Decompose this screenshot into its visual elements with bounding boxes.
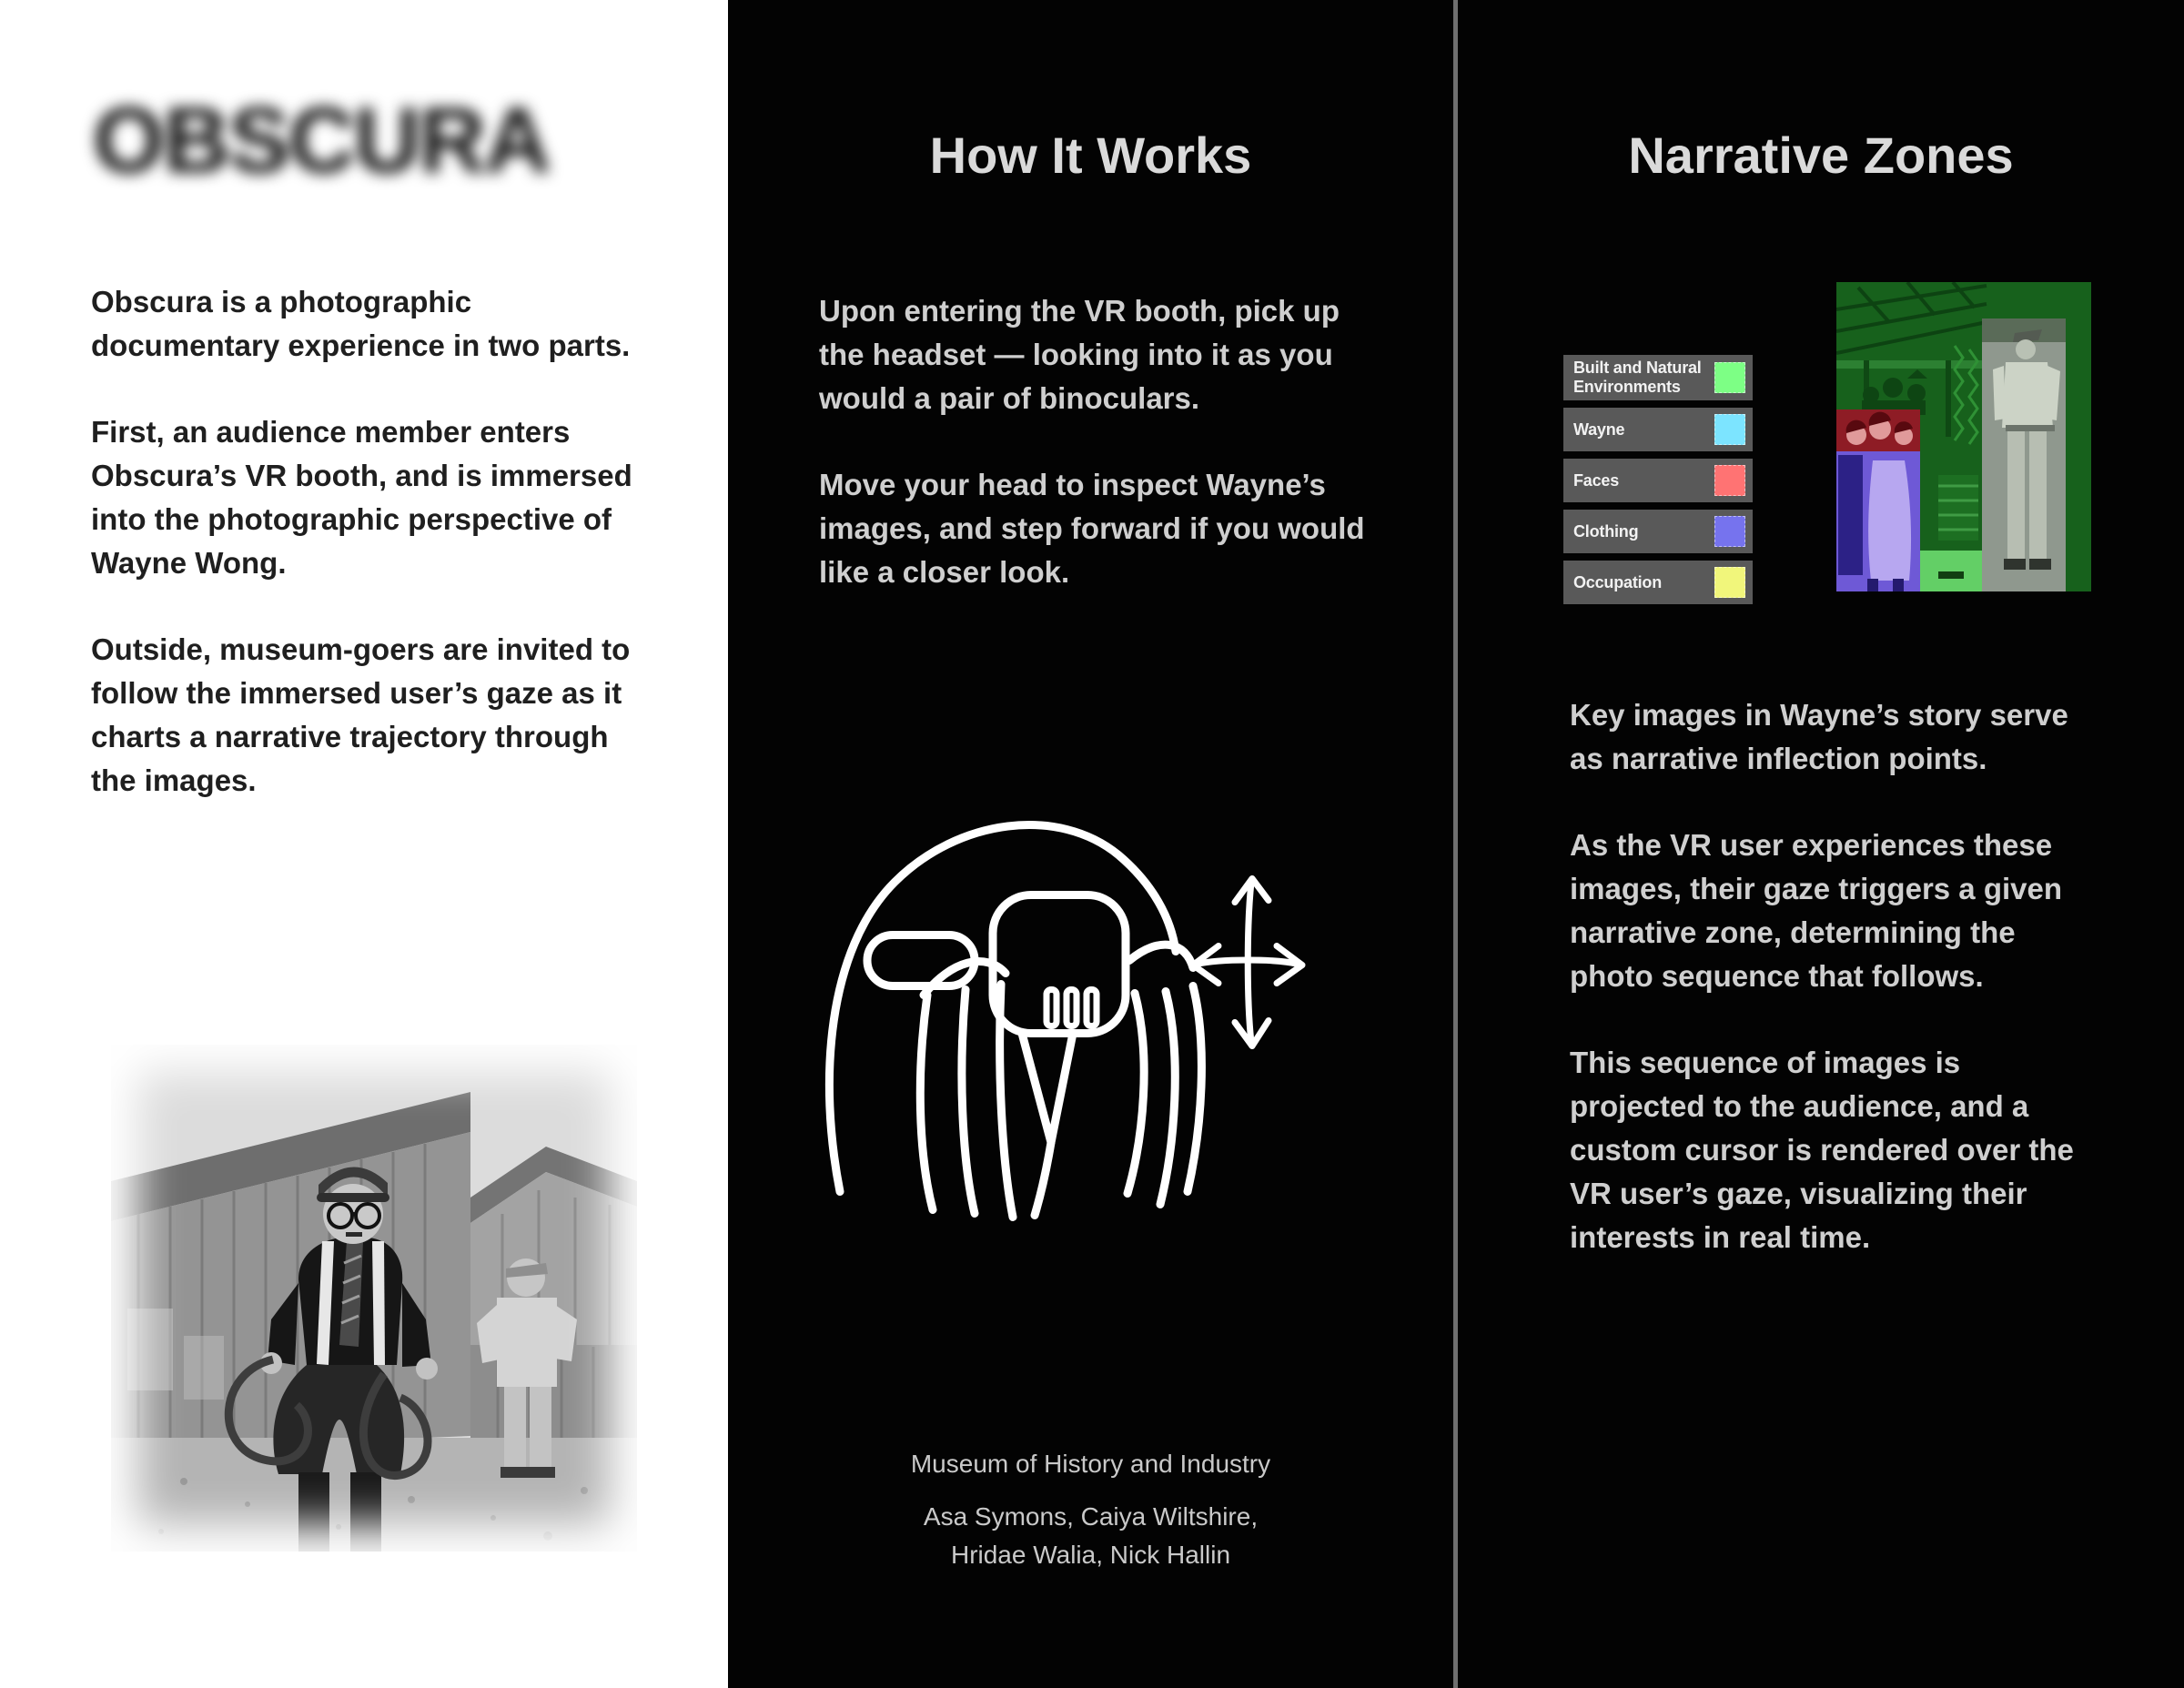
zone-clothing: [1836, 451, 1920, 591]
vr-headset-hands-line-drawing-icon: [814, 796, 1342, 1224]
legend-item-wayne: [1563, 408, 1753, 451]
zone-photo-illustration: [1836, 282, 2091, 591]
four-direction-arrows-icon: [1193, 879, 1302, 1046]
credits-block: [728, 1445, 1453, 1574]
how-paragraph-2: Move your head to inspect Wayne’s images, and step forward if you would like a closer look.: [819, 468, 1365, 589]
panel-narrative-zones: [1458, 0, 2184, 1688]
zones-paragraph-1: Key images in Wayne’s story serve as narrative inflection points.: [1570, 698, 2068, 775]
zone-faces: [1836, 409, 1920, 451]
zone-legend: [1563, 355, 1753, 604]
legend-swatch-red: [1714, 465, 1745, 496]
legend-label: Built and Natural Environments: [1573, 359, 1702, 396]
zones-paragraph-3: This sequence of images is projected to the audience, and a custom cursor is rendered over the VR user’s gaze, visualizing their interests in real time.: [1570, 1046, 2074, 1254]
zone-annotated-photo: [1836, 282, 2091, 591]
legend-label: Clothing: [1573, 521, 1639, 541]
legend-swatch-cyan: [1714, 414, 1745, 445]
intro-paragraph-3: Outside, museum-goers are invited to follow the immersed user’s gaze as it charts a narrative trajectory through the images.: [91, 632, 631, 797]
legend-swatch-purple: [1714, 516, 1745, 547]
legend-item-built-environments: [1563, 355, 1753, 400]
legend-swatch-green: [1714, 362, 1745, 393]
credit-names-line1: Asa Symons, Caiya Wiltshire,: [923, 1502, 1259, 1531]
legend-label: Faces: [1573, 470, 1620, 490]
zones-paragraph-2: As the VR user experiences these images, their gaze triggers a given narrative zone, determining the photo sequence that follows.: [1570, 828, 2063, 993]
how-it-works-title: How It Works: [929, 126, 1252, 184]
zone-highlight-strip: [1920, 551, 1982, 591]
intro-paragraphs: [91, 280, 653, 845]
vr-headset-illustration: [814, 796, 1342, 1224]
credit-names-line2: Hridae Walia, Nick Hallin: [950, 1541, 1231, 1569]
legend-label: Occupation: [1573, 572, 1663, 591]
how-it-works-paragraphs: [819, 289, 1370, 637]
credit-museum: Museum of History and Industry: [910, 1450, 1271, 1478]
narrative-zones-paragraphs: [1570, 693, 2102, 1302]
panel-how-it-works: [728, 0, 1453, 1688]
narrative-zones-title: Narrative Zones: [1628, 126, 2014, 184]
how-paragraph-1: Upon entering the VR booth, pick up the headset — looking into it as you would a pair of binoculars.: [819, 294, 1340, 415]
zone-wayne: [1982, 318, 2066, 591]
legend-item-clothing: [1563, 510, 1753, 553]
legend-item-faces: [1563, 459, 1753, 502]
historic-photo-snake-handler: [111, 1045, 637, 1552]
panel-intro: [0, 0, 728, 1688]
legend-swatch-yellow: [1714, 567, 1745, 598]
intro-paragraph-1: Obscura is a photographic documentary experience in two parts.: [91, 285, 631, 362]
intro-paragraph-2: First, an audience member enters Obscura’s VR booth, and is immersed into the photographic perspective of Wayne Wong.: [91, 415, 632, 580]
legend-label: Wayne: [1573, 419, 1625, 439]
legend-item-occupation: [1563, 561, 1753, 604]
obscura-logo: OBSCURA: [93, 88, 550, 192]
bw-photo-illustration: [111, 1045, 637, 1552]
